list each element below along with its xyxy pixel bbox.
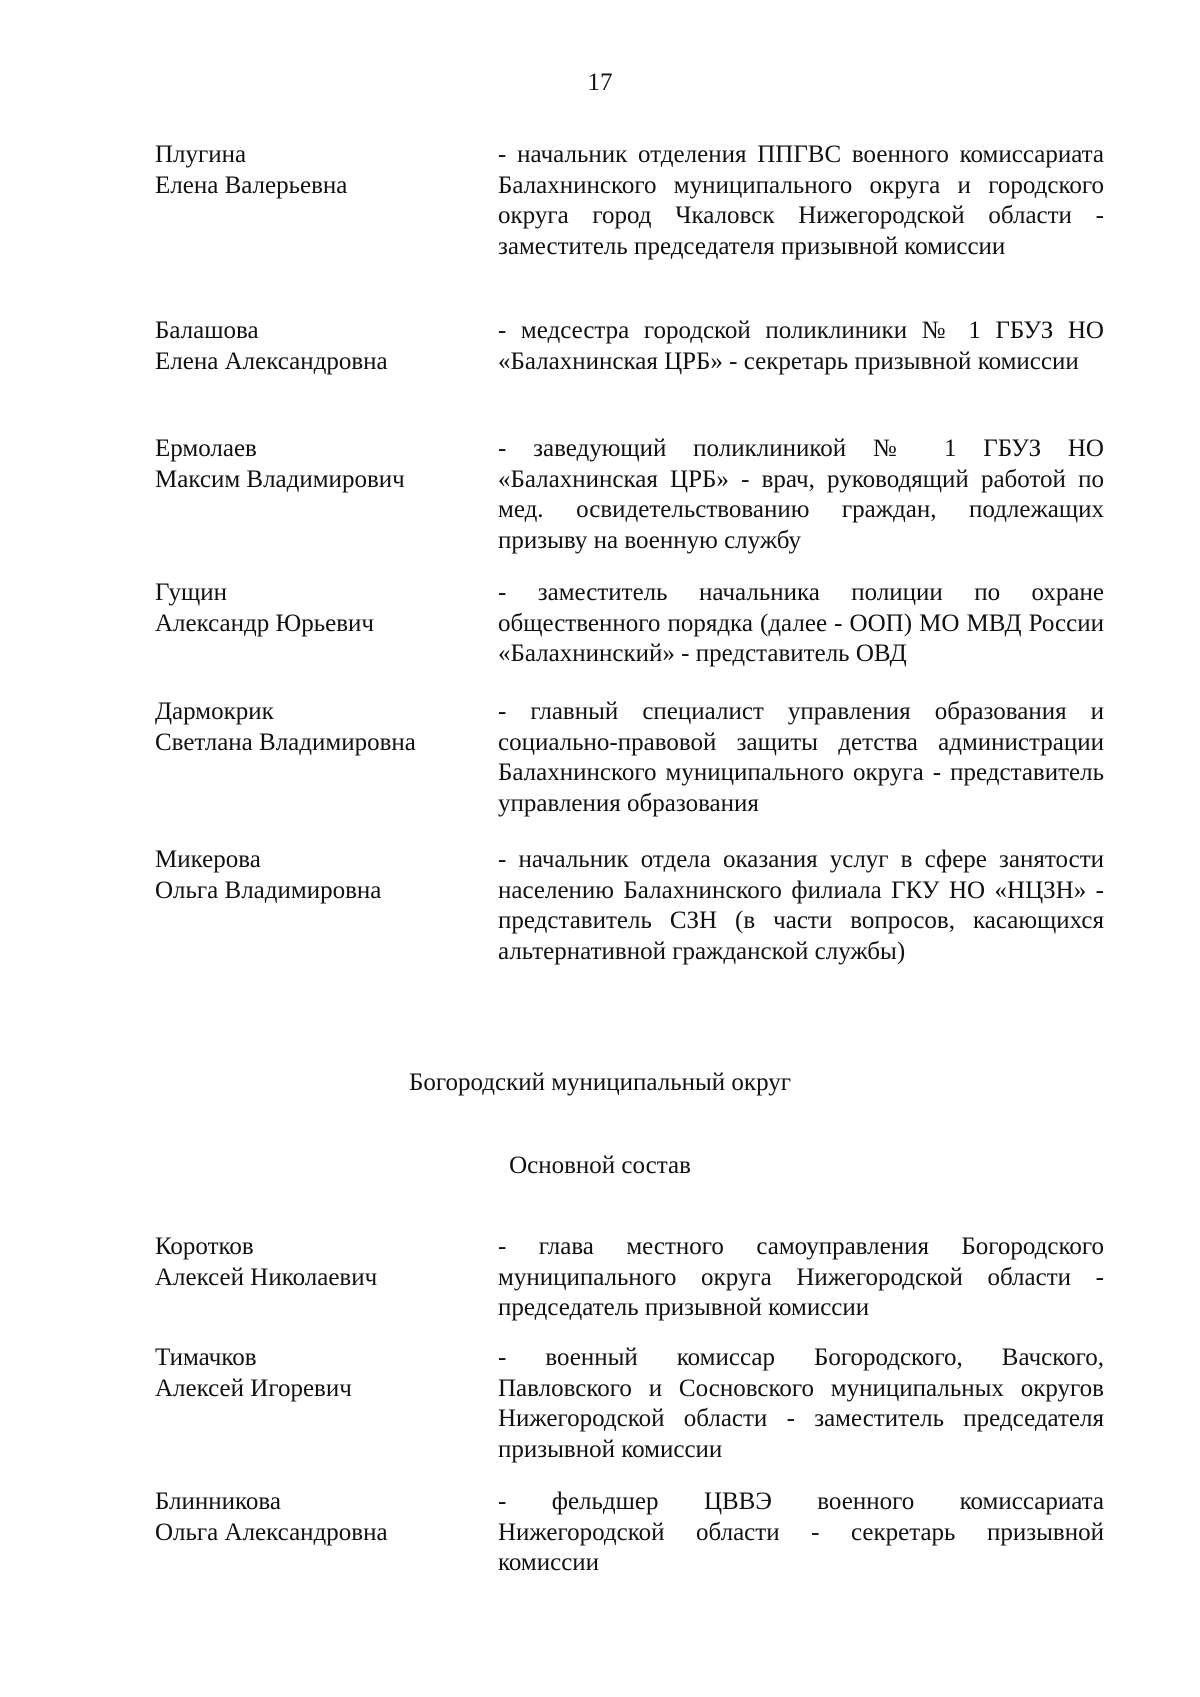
member-surname: Ермолаев bbox=[155, 435, 257, 462]
member-given-name: Ольга Владимировна bbox=[155, 876, 382, 904]
member-name bbox=[155, 140, 485, 201]
member-role: - военный комиссар Богородского, Вачского, Павловского и Сосновского муниципальных округов Нижегородской области - заместитель председателя призывной комиссии bbox=[498, 1344, 1104, 1463]
member-role: - фельдшер ЦВВЭ военного комиссариата Нижегородской области - секретарь призывной комиссии bbox=[498, 1488, 1104, 1576]
member-surname: Коротков bbox=[155, 1233, 254, 1260]
member-name bbox=[155, 316, 485, 377]
member-surname: Плугина bbox=[155, 141, 247, 168]
member-name bbox=[155, 1343, 485, 1404]
member-given-name: Алексей Игоревич bbox=[155, 1374, 352, 1402]
member-role: - начальник отдела оказания услуг в сфере занятости населению Балахнинского филиала ГКУ НО «НЦЗН» - представитель СЗН (в части вопросов, касающихся альтернативной гражданской службы) bbox=[498, 846, 1104, 965]
member-given-name: Максим Владимирович bbox=[155, 465, 405, 493]
member-role: - заведующий поликлиникой № 1 ГБУЗ НО «Балахнинская ЦРБ» - врач, руководящий работой по мед. освидетельствованию граждан, подлежащих призыву на военную службу bbox=[498, 435, 1104, 554]
member-role: - заместитель начальника полиции по охране общественного порядка (далее - ООП) МО МВД России «Балахнинский» - представитель ОВД bbox=[498, 579, 1104, 667]
member-surname: Балашова bbox=[155, 317, 259, 344]
member-name bbox=[155, 434, 485, 495]
district-title: Богородский муниципальный округ bbox=[408, 1069, 792, 1096]
member-role: - медсестра городской поликлиники № 1 ГБУЗ НО «Балахнинская ЦРБ» - секретарь призывной комиссии bbox=[498, 317, 1104, 375]
member-surname: Тимачков bbox=[155, 1344, 257, 1371]
member-name bbox=[155, 578, 485, 639]
composition-title: Основной состав bbox=[509, 1152, 691, 1179]
member-given-name: Светлана Владимировна bbox=[155, 728, 416, 756]
member-surname: Гущин bbox=[155, 579, 228, 606]
member-given-name: Ольга Александровна bbox=[155, 1518, 388, 1546]
page-number: 17 bbox=[587, 69, 613, 96]
member-given-name: Алексей Николаевич bbox=[155, 1263, 378, 1291]
member-name bbox=[155, 845, 485, 906]
member-name bbox=[155, 697, 485, 758]
member-surname: Дармокрик bbox=[155, 698, 274, 725]
member-given-name: Елена Александровна bbox=[155, 347, 388, 375]
member-role: - главный специалист управления образования и социально-правовой защиты детства администрации Балахнинского муниципального округа - представитель управления образования bbox=[498, 698, 1104, 817]
member-name bbox=[155, 1232, 485, 1293]
member-given-name: Александр Юрьевич bbox=[155, 609, 374, 637]
member-surname: Блинникова bbox=[155, 1488, 281, 1515]
member-surname: Микерова bbox=[155, 846, 261, 873]
member-given-name: Елена Валерьевна bbox=[155, 171, 348, 199]
member-role: - глава местного самоуправления Богородского муниципального округа Нижегородской области - председатель призывной комиссии bbox=[498, 1233, 1104, 1321]
member-name bbox=[155, 1487, 485, 1548]
member-role: - начальник отделения ППГВС военного комиссариата Балахнинского муниципального округа и городского округа город Чкаловск Нижегородской области - заместитель председателя призывной комиссии bbox=[498, 141, 1104, 260]
